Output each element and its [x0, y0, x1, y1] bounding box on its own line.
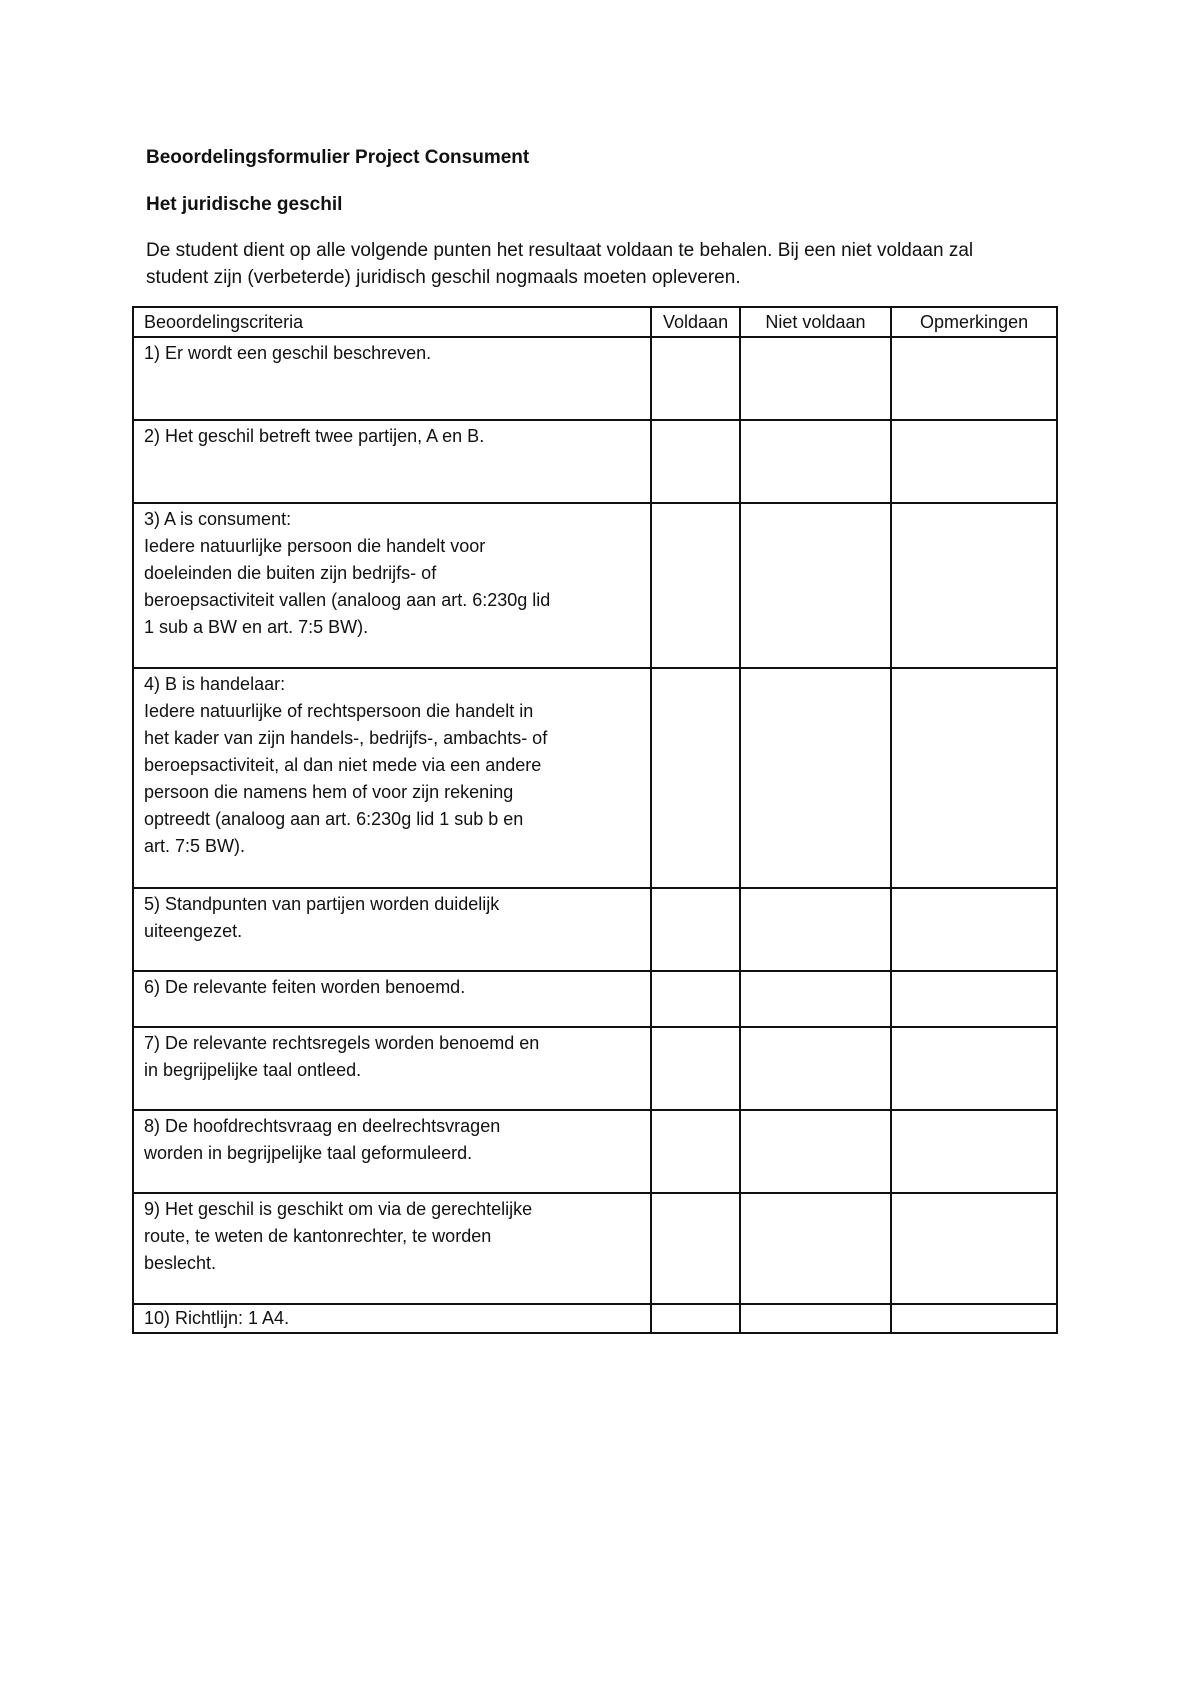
intro-paragraph: [146, 237, 1046, 291]
niet-voldaan-cell[interactable]: [740, 668, 891, 888]
criterion-line: 1 sub a BW en art. 7:5 BW).: [144, 617, 369, 637]
criterion-cell: [133, 1304, 651, 1333]
criterion-line: het kader van zijn handels-, bedrijfs-, ambachts- of: [144, 728, 548, 748]
criterion-line: 2) Het geschil betreft twee partijen, A en B.: [144, 426, 485, 446]
table-row: [133, 971, 1057, 1027]
criterion-cell: [133, 503, 651, 668]
opmerkingen-cell[interactable]: [891, 1110, 1057, 1193]
criterion-line: 7) De relevante rechtsregels worden benoemd en: [144, 1033, 540, 1053]
table-row: [133, 420, 1057, 503]
criterion-cell: [133, 668, 651, 888]
criterion-line: doeleinden die buiten zijn bedrijfs- of: [144, 563, 437, 583]
criterion-line: uiteengezet.: [144, 921, 243, 941]
voldaan-cell[interactable]: [651, 1110, 739, 1193]
niet-voldaan-cell[interactable]: [740, 888, 891, 971]
criterion-line: 3) A is consument:: [144, 509, 292, 529]
opmerkingen-cell[interactable]: [891, 1027, 1057, 1110]
criterion-line: beslecht.: [144, 1253, 217, 1273]
voldaan-cell[interactable]: [651, 888, 739, 971]
header-criteria: Beoordelingscriteria: [133, 307, 651, 337]
criterion-line: 9) Het geschil is geschikt om via de gerechtelijke: [144, 1199, 533, 1219]
table-row: [133, 888, 1057, 971]
table-row: [133, 1027, 1057, 1110]
voldaan-cell[interactable]: [651, 337, 739, 420]
criterion-line: beroepsactiviteit vallen (analoog aan art. 6:230g lid: [144, 590, 551, 610]
document-subtitle: Het juridische geschil: [146, 194, 343, 215]
criterion-line: persoon die namens hem of voor zijn rekening: [144, 782, 514, 802]
opmerkingen-cell[interactable]: [891, 1304, 1057, 1333]
niet-voldaan-cell[interactable]: [740, 1027, 891, 1110]
opmerkingen-cell[interactable]: [891, 337, 1057, 420]
niet-voldaan-cell[interactable]: [740, 1110, 891, 1193]
criterion-line: optreedt (analoog aan art. 6:230g lid 1 sub b en: [144, 809, 524, 829]
criterion-line: Iedere natuurlijke of rechtspersoon die handelt in: [144, 701, 534, 721]
criterion-cell: [133, 1110, 651, 1193]
criterion-line: art. 7:5 BW).: [144, 836, 246, 856]
opmerkingen-cell[interactable]: [891, 971, 1057, 1027]
criterion-cell: [133, 420, 651, 503]
voldaan-cell[interactable]: [651, 971, 739, 1027]
criterion-line: worden in begrijpelijke taal geformuleerd.: [144, 1143, 473, 1163]
criterion-line: 4) B is handelaar:: [144, 674, 286, 694]
opmerkingen-cell[interactable]: [891, 888, 1057, 971]
criterion-line: 5) Standpunten van partijen worden duidelijk: [144, 894, 500, 914]
criterion-line: beroepsactiviteit, al dan niet mede via een andere: [144, 755, 542, 775]
header-niet-voldaan: Niet voldaan: [740, 307, 891, 337]
intro-line: student zijn (verbeterde) juridisch geschil nogmaals moeten opleveren.: [146, 267, 741, 288]
table-row: [133, 1110, 1057, 1193]
voldaan-cell[interactable]: [651, 503, 739, 668]
voldaan-cell[interactable]: [651, 420, 739, 503]
opmerkingen-cell[interactable]: [891, 668, 1057, 888]
header-voldaan: Voldaan: [651, 307, 739, 337]
table-row: [133, 1304, 1057, 1333]
criterion-cell: [133, 337, 651, 420]
criterion-line: 10) Richtlijn: 1 A4.: [144, 1308, 290, 1328]
intro-line: De student dient op alle volgende punten het resultaat voldaan te behalen. Bij een niet voldaan zal: [146, 240, 974, 261]
niet-voldaan-cell[interactable]: [740, 971, 891, 1027]
criterion-line: 8) De hoofdrechtsvraag en deelrechtsvragen: [144, 1116, 501, 1136]
criterion-line: in begrijpelijke taal ontleed.: [144, 1060, 362, 1080]
table-row: [133, 503, 1057, 668]
criterion-line: 6) De relevante feiten worden benoemd.: [144, 977, 466, 997]
opmerkingen-cell[interactable]: [891, 503, 1057, 668]
table-row: [133, 1193, 1057, 1304]
niet-voldaan-cell[interactable]: [740, 337, 891, 420]
niet-voldaan-cell[interactable]: [740, 1193, 891, 1304]
opmerkingen-cell[interactable]: [891, 1193, 1057, 1304]
criterion-cell: [133, 1027, 651, 1110]
niet-voldaan-cell[interactable]: [740, 1304, 891, 1333]
header-opmerkingen: Opmerkingen: [891, 307, 1057, 337]
table-row: [133, 337, 1057, 420]
voldaan-cell[interactable]: [651, 1193, 739, 1304]
criterion-line: 1) Er wordt een geschil beschreven.: [144, 343, 432, 363]
document-title: Beoordelingsformulier Project Consument: [146, 147, 530, 168]
criterion-cell: [133, 1193, 651, 1304]
criterion-line: Iedere natuurlijke persoon die handelt voor: [144, 536, 486, 556]
voldaan-cell[interactable]: [651, 1304, 739, 1333]
criteria-table: [132, 306, 1058, 1334]
table-header-row: [133, 307, 1057, 337]
opmerkingen-cell[interactable]: [891, 420, 1057, 503]
table-row: [133, 668, 1057, 888]
criterion-cell: [133, 888, 651, 971]
criterion-cell: [133, 971, 651, 1027]
criterion-line: route, te weten de kantonrechter, te worden: [144, 1226, 492, 1246]
voldaan-cell[interactable]: [651, 668, 739, 888]
voldaan-cell[interactable]: [651, 1027, 739, 1110]
niet-voldaan-cell[interactable]: [740, 503, 891, 668]
niet-voldaan-cell[interactable]: [740, 420, 891, 503]
